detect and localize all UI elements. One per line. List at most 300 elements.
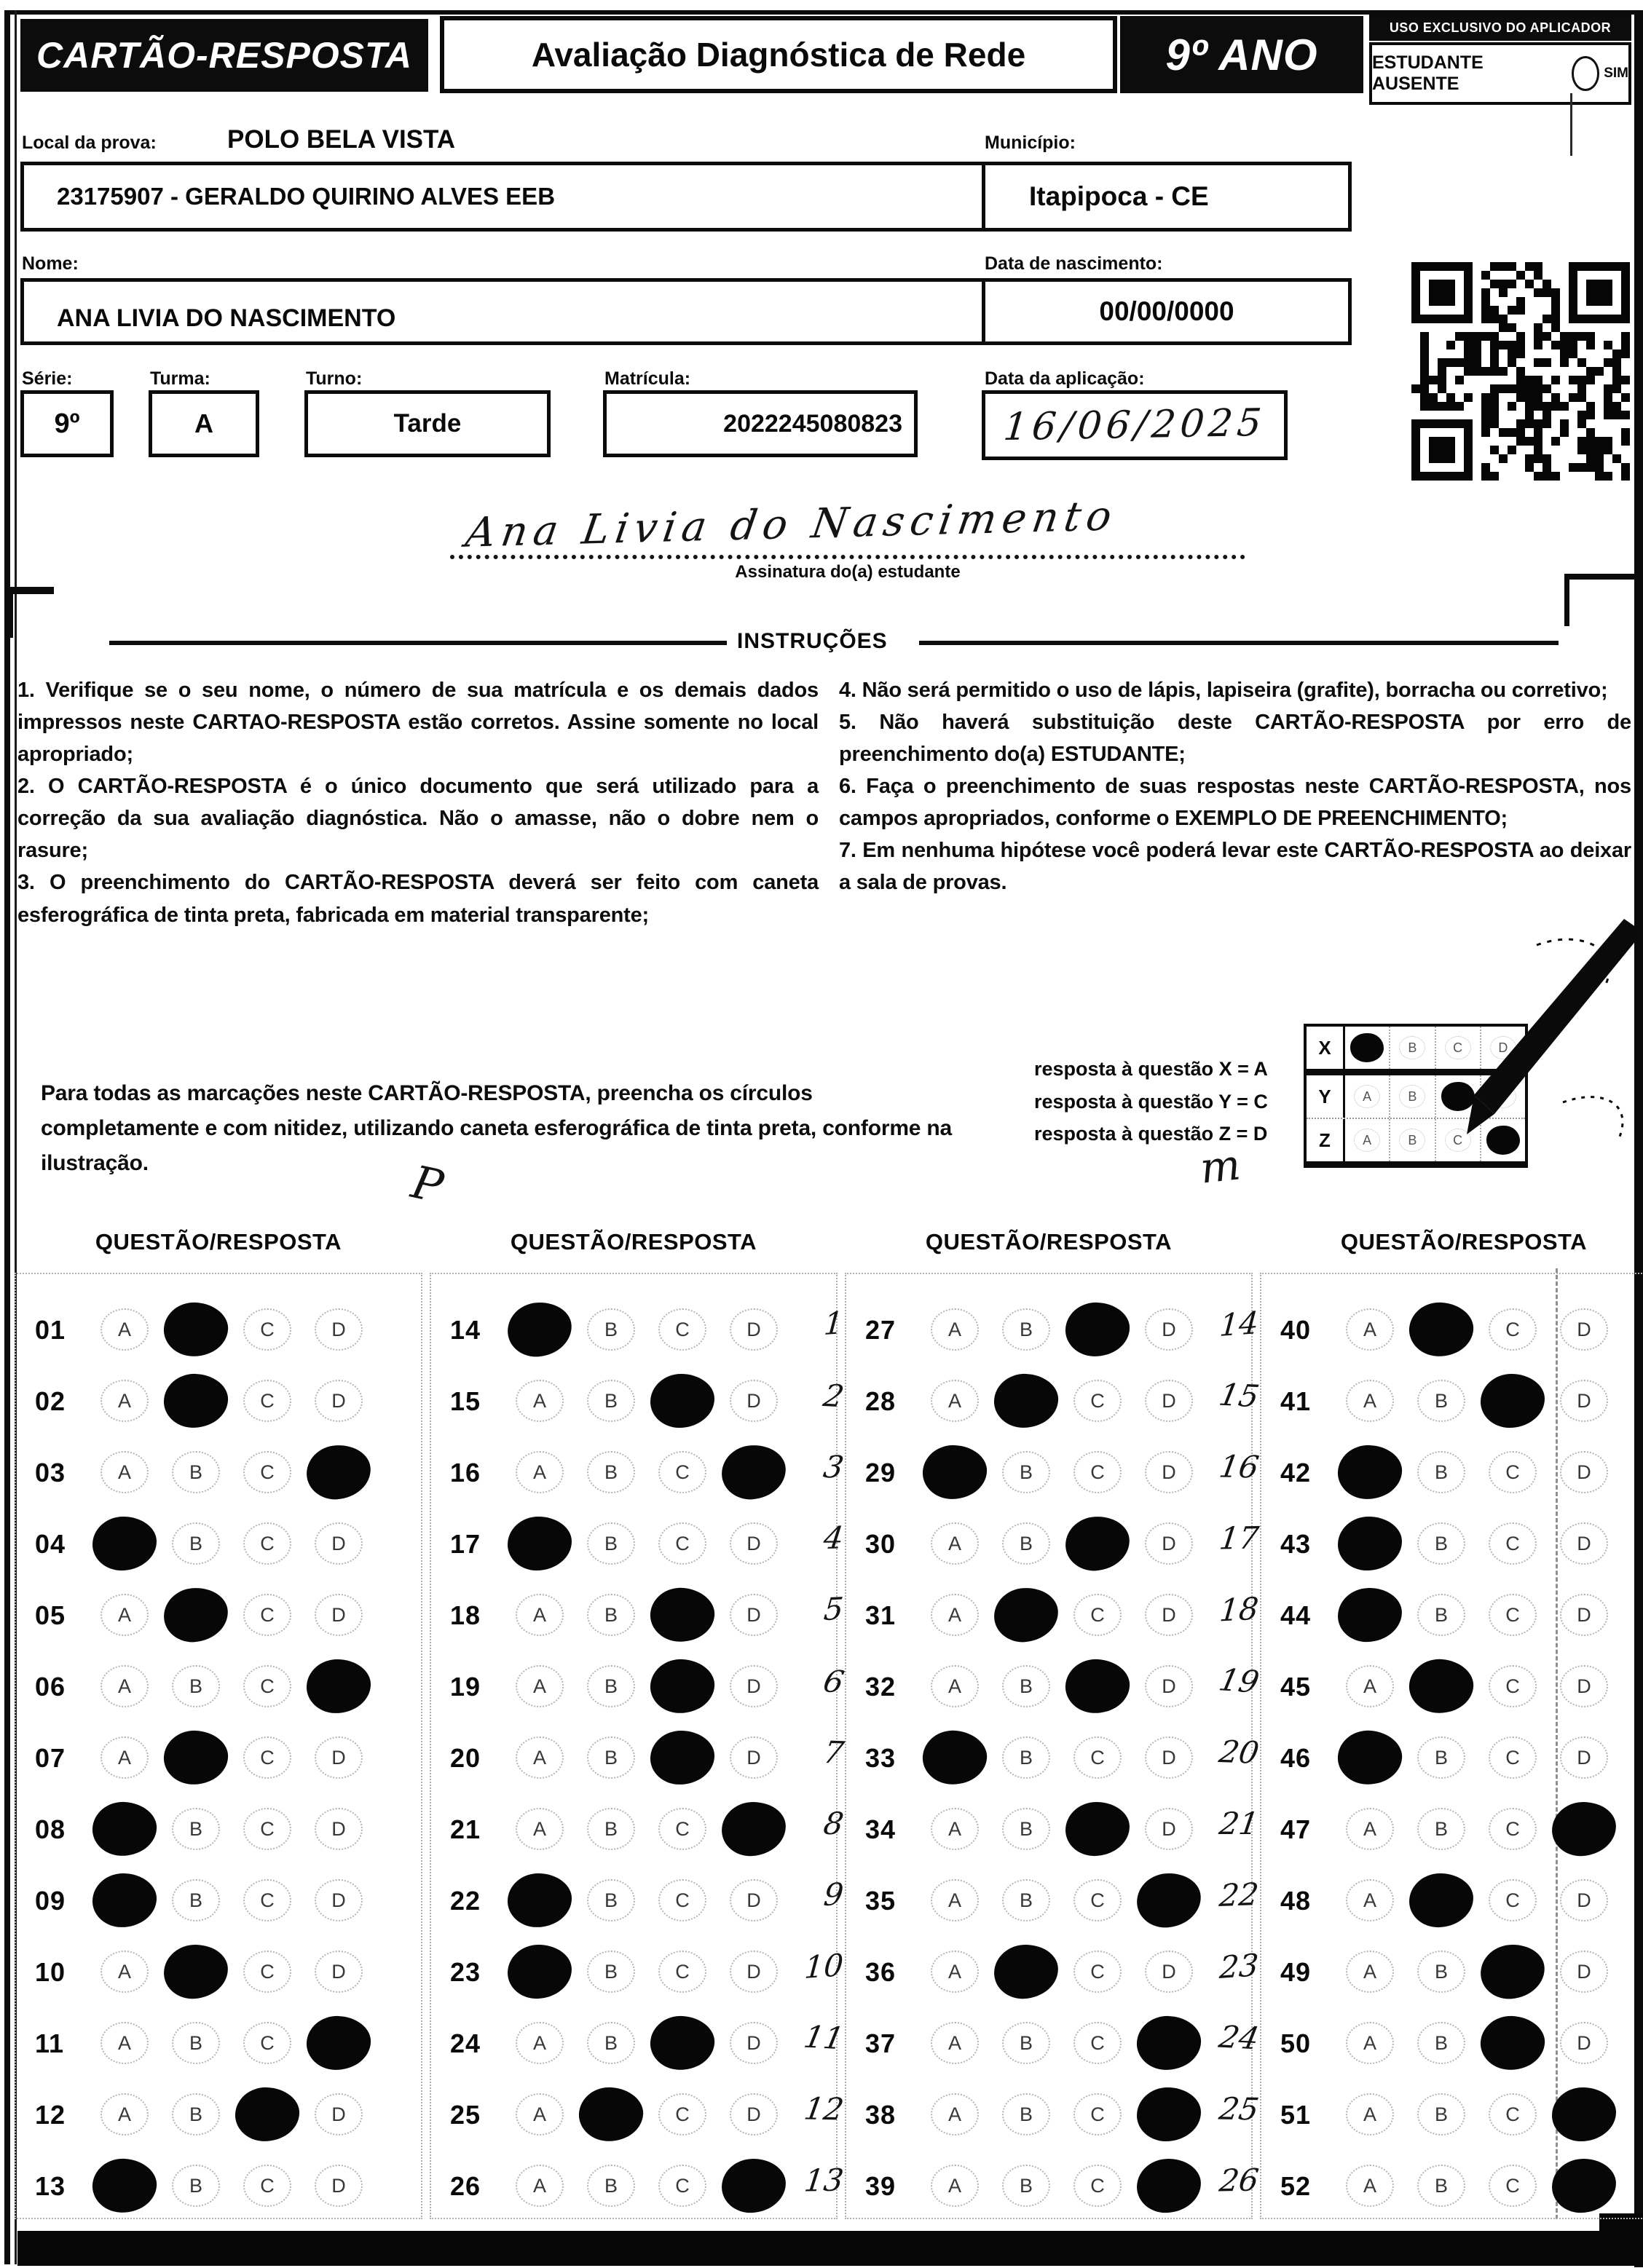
qr-code xyxy=(1407,258,1634,485)
answer-cell-D xyxy=(306,1793,371,1865)
answer-bubble: B xyxy=(1417,2093,1465,2135)
answer-bubble-filled xyxy=(505,1300,574,1359)
answer-row xyxy=(822,1864,1251,1937)
answer-cell-D xyxy=(721,2007,787,2079)
answer-bubble: C xyxy=(1489,1879,1537,1921)
answer-bubble: B xyxy=(172,1451,220,1493)
answer-cell-D xyxy=(1136,1721,1202,1794)
answer-cell-C xyxy=(1480,1507,1545,1580)
applicator-box xyxy=(1369,15,1631,106)
answer-cell-B xyxy=(578,1721,644,1794)
answer-cell-A xyxy=(507,1436,572,1509)
answer-cell-C xyxy=(235,1864,300,1937)
example-bubble: A xyxy=(1354,1129,1380,1152)
answer-bubble: B xyxy=(1002,1808,1050,1850)
answer-cell-A xyxy=(1337,1364,1403,1437)
question-number: 11 xyxy=(35,2028,65,2058)
answer-row xyxy=(16,1721,421,1794)
instruction-item: 5. Não haverá substituição deste CARTÃO-RESPOSTA por erro de preenchimento do(a) ESTUDANTE; xyxy=(839,711,1631,767)
answer-cell-A xyxy=(1337,1864,1403,1937)
answer-bubble: B xyxy=(587,1879,635,1921)
answer-bubble: C xyxy=(1073,2022,1122,2064)
handwritten-question-number: 15 xyxy=(1215,1376,1262,1415)
answer-bubble: D xyxy=(315,1594,363,1636)
handwritten-question-number: 26 xyxy=(1217,2162,1261,2199)
answer-row xyxy=(1215,1650,1643,1723)
handwritten-question-number: 5 xyxy=(822,1590,846,1628)
answer-bubble: A xyxy=(516,1451,564,1493)
answer-bubble-filled xyxy=(1136,2157,1202,2213)
answer-bubble: C xyxy=(1073,1594,1122,1636)
question-number: 04 xyxy=(35,1529,66,1559)
question-number: 50 xyxy=(1280,2028,1312,2058)
instructions-right-column xyxy=(839,674,1631,899)
answer-bubble: A xyxy=(516,2165,564,2207)
answer-bubble-filled xyxy=(1478,1942,1547,2001)
answer-bubble: D xyxy=(315,1522,363,1565)
answer-cell-C xyxy=(1480,1864,1545,1937)
answer-cell-A xyxy=(92,2149,157,2222)
answer-cell-B xyxy=(1408,1793,1474,1865)
answer-row xyxy=(801,2078,1251,2151)
answer-row xyxy=(1217,1793,1643,1865)
answer-bubble: C xyxy=(1489,1808,1537,1850)
answer-row xyxy=(16,1793,421,1865)
answer-cell-B xyxy=(578,1650,644,1723)
exam-title-panel xyxy=(440,16,1117,93)
question-number: 20 xyxy=(450,1743,481,1773)
question-number: 28 xyxy=(865,1386,897,1416)
answer-cell-D xyxy=(1136,1935,1202,2008)
answer-cell-A xyxy=(507,1793,572,1865)
question-number: 33 xyxy=(865,1743,897,1773)
answer-cell-B xyxy=(1408,1864,1474,1937)
answer-bubble: A xyxy=(1346,1665,1394,1707)
example-bubble: B xyxy=(1399,1129,1425,1152)
question-number: 01 xyxy=(35,1315,66,1345)
answer-bubble: B xyxy=(172,1808,220,1850)
answer-bubble-filled xyxy=(162,1586,230,1644)
answer-bubble: D xyxy=(730,2022,778,2064)
answer-cell-C xyxy=(650,1436,715,1509)
instruction-item: 4. Não será permitido o uso de lápis, lapiseira (grafite), borracha ou corretivo; xyxy=(839,679,1608,702)
answer-bubble: B xyxy=(1417,1522,1465,1565)
answer-row xyxy=(16,2149,421,2222)
answer-cell-C xyxy=(1480,1935,1545,2008)
answer-row xyxy=(16,1650,421,1723)
answer-cell-D xyxy=(306,1364,371,1437)
answer-bubble: A xyxy=(1346,2093,1394,2135)
answer-bubble-filled xyxy=(235,2086,301,2142)
answer-cell-C xyxy=(235,1935,300,2008)
answer-cell-B xyxy=(1408,2078,1474,2151)
marking-note: Para todas as marcações neste CARTÃO-RESPOSTA, preencha os círculos completamente e com nitidez, utilizando caneta esferográfica de tinta preta, conforme na ilustração. xyxy=(41,1081,953,1175)
example-question-label: Y xyxy=(1307,1075,1345,1118)
answer-cell-D xyxy=(721,1507,787,1580)
answer-bubble: A xyxy=(931,1808,979,1850)
answer-cell-A xyxy=(922,1436,988,1509)
answer-cell-A xyxy=(92,1721,157,1794)
answer-row xyxy=(431,2007,836,2079)
answer-row xyxy=(821,1436,1251,1509)
answer-row xyxy=(821,1721,1251,1794)
answers-column xyxy=(430,1273,838,2219)
answer-cell-B xyxy=(163,1864,229,1937)
answer-bubble-filled xyxy=(508,1517,572,1570)
answer-cell-C xyxy=(235,1436,300,1509)
example-bubble: B xyxy=(1399,1085,1425,1108)
answer-bubble-filled xyxy=(922,1444,988,1500)
answer-cell-C xyxy=(650,1935,715,2008)
question-number: 24 xyxy=(450,2028,481,2058)
question-number: 44 xyxy=(1280,1600,1312,1630)
answer-bubble: D xyxy=(730,1522,778,1565)
answer-cell-D xyxy=(1551,1721,1617,1794)
answer-cell-C xyxy=(235,1721,300,1794)
handwritten-question-number: 7 xyxy=(821,1734,847,1771)
answer-row xyxy=(16,1293,421,1366)
answer-bubble: B xyxy=(587,1522,635,1565)
answer-row xyxy=(431,1293,836,1366)
answer-bubble: A xyxy=(516,1665,564,1707)
answer-bubble: A xyxy=(101,2093,149,2135)
answer-bubble: D xyxy=(730,1665,778,1707)
answer-cell-A xyxy=(922,1364,988,1437)
school-box xyxy=(20,162,1043,232)
answer-row xyxy=(820,1650,1251,1723)
instruction-item: 7. Em nenhuma hipótese você poderá levar este CARTÃO-RESPOSTA ao deixar a sala de provas. xyxy=(839,839,1631,895)
answer-cell-A xyxy=(922,1864,988,1937)
answer-bubble: B xyxy=(587,1380,635,1422)
serie-label: Série: xyxy=(22,368,73,389)
answer-cell-C xyxy=(1480,1650,1545,1723)
answer-cell-C xyxy=(1065,1436,1130,1509)
answer-cell-A xyxy=(507,1864,572,1937)
answer-bubble: A xyxy=(101,1665,149,1707)
answer-bubble: C xyxy=(658,1879,706,1921)
answer-cell-A xyxy=(1337,1793,1403,1865)
answer-cell-A xyxy=(92,1864,157,1937)
answer-bubble: C xyxy=(1073,1951,1122,1993)
answer-cell-A xyxy=(1337,1436,1403,1509)
answer-bubble: C xyxy=(658,2165,706,2207)
question-number: 32 xyxy=(865,1672,897,1702)
card-title-panel xyxy=(20,19,428,92)
answer-bubble: C xyxy=(243,1879,291,1921)
answer-cell-A xyxy=(507,2007,572,2079)
turma-value: A xyxy=(194,408,213,438)
answer-bubble-filled xyxy=(1552,2087,1616,2141)
answer-bubble: B xyxy=(587,1308,635,1351)
answer-cell-B xyxy=(993,1864,1059,1937)
answer-bubble-filled xyxy=(1481,1374,1545,1428)
answer-cell-D xyxy=(1551,1793,1617,1865)
example-bubble: C xyxy=(1445,1036,1471,1059)
answer-bubble: D xyxy=(1145,1451,1193,1493)
answer-bubble: C xyxy=(243,1951,291,1993)
answer-cell-C xyxy=(650,1793,715,1865)
matricula-value: 2022245080823 xyxy=(723,409,902,438)
handwritten-question-number: 3 xyxy=(821,1449,846,1485)
question-number: 15 xyxy=(450,1386,481,1416)
answer-bubble: D xyxy=(315,2093,363,2135)
question-number: 23 xyxy=(450,1957,481,1987)
answer-bubble: A xyxy=(101,1380,149,1422)
answer-bubble: A xyxy=(516,1808,564,1850)
answer-cell-D xyxy=(306,1650,371,1723)
answer-cell-A xyxy=(92,1578,157,1651)
question-number: 48 xyxy=(1280,1886,1312,1916)
handwritten-question-number: 14 xyxy=(1218,1304,1260,1344)
answer-cell-C xyxy=(1480,1721,1545,1794)
answer-bubble-filled xyxy=(649,1658,716,1715)
answer-row xyxy=(1217,1507,1643,1580)
handwritten-question-number: 10 xyxy=(803,1946,845,1986)
answer-bubble: B xyxy=(172,1665,220,1707)
answer-row xyxy=(800,2007,1251,2079)
answer-cell-C xyxy=(650,1578,715,1651)
answer-cell-B xyxy=(993,1793,1059,1865)
answer-cell-C xyxy=(1065,1578,1130,1651)
handwritten-question-number: 2 xyxy=(820,1378,847,1415)
answer-row xyxy=(1215,2007,1643,2079)
handwritten-question-number: 19 xyxy=(1215,1662,1263,1700)
handwritten-question-number: 4 xyxy=(822,1520,846,1557)
answer-bubble: A xyxy=(931,1594,979,1636)
handwritten-question-number: 20 xyxy=(1216,1734,1262,1771)
answer-cell-D xyxy=(306,2007,371,2079)
handwritten-question-number: 24 xyxy=(1215,2018,1262,2057)
applicator-box-title: USO EXCLUSIVO DO APLICADOR xyxy=(1389,20,1612,35)
answer-cell-B xyxy=(993,1578,1059,1651)
signature-caption: Assinatura do(a) estudante xyxy=(735,562,961,582)
answer-row xyxy=(431,1507,836,1580)
answer-cell-B xyxy=(578,2007,644,2079)
card-title: CARTÃO-RESPOSTA xyxy=(36,35,412,76)
instructions-left-column xyxy=(17,674,819,931)
turma-label: Turma: xyxy=(150,368,210,389)
answer-bubble: D xyxy=(1560,1594,1608,1636)
answer-cell-B xyxy=(163,1578,229,1651)
answer-cell-A xyxy=(92,1650,157,1723)
answer-bubble: D xyxy=(1560,2022,1608,2064)
grade-label: 9º ANO xyxy=(1165,30,1318,79)
answer-cell-A xyxy=(507,1507,572,1580)
answer-bubble-filled xyxy=(1337,1587,1403,1643)
question-number: 25 xyxy=(450,2100,481,2130)
answer-cell-B xyxy=(578,1507,644,1580)
answer-row xyxy=(16,1578,421,1651)
example-question-label: Z xyxy=(1307,1119,1345,1161)
absent-box xyxy=(1369,42,1631,105)
answer-row xyxy=(1218,1293,1643,1366)
answer-row xyxy=(16,1507,421,1580)
answer-cell-D xyxy=(1551,1507,1617,1580)
answer-bubble: C xyxy=(658,1308,706,1351)
example-bubble-filled xyxy=(1350,1033,1384,1062)
answer-cell-B xyxy=(578,1793,644,1865)
answer-bubble: B xyxy=(1417,1594,1465,1636)
answer-cell-B xyxy=(163,1793,229,1865)
answer-bubble: C xyxy=(243,1594,291,1636)
answer-cell-A xyxy=(507,2149,572,2222)
answer-bubble: A xyxy=(516,2093,564,2135)
answer-bubble: A xyxy=(931,2093,979,2135)
corner-mark-left-v xyxy=(6,587,13,638)
exam-title: Avaliação Diagnóstica de Rede xyxy=(531,36,1026,74)
answer-bubble: C xyxy=(243,1380,291,1422)
answer-bubble: D xyxy=(1560,1665,1608,1707)
question-number: 49 xyxy=(1280,1957,1312,1987)
grade-panel xyxy=(1120,16,1363,93)
answer-bubble: C xyxy=(658,1951,706,1993)
handwritten-question-number: 18 xyxy=(1218,1590,1261,1629)
answer-cell-A xyxy=(92,1793,157,1865)
answer-bubble: B xyxy=(1002,1665,1050,1707)
answer-row xyxy=(803,1935,1251,2008)
answer-bubble-filled xyxy=(993,1586,1060,1644)
answer-cell-A xyxy=(922,1578,988,1651)
answers-column xyxy=(1215,1273,1643,2219)
answers-column-header: QUESTÃO/RESPOSTA xyxy=(925,1229,1173,1254)
answer-cell-C xyxy=(1480,2149,1545,2222)
answer-bubble-filled xyxy=(162,1300,230,1359)
answer-cell-D xyxy=(721,1436,787,1509)
answer-bubble-filled xyxy=(306,1659,371,1714)
answer-cell-C xyxy=(235,2007,300,2079)
answer-cell-D xyxy=(306,1436,371,1509)
answer-bubble-filled xyxy=(1408,1873,1473,1928)
answer-bubble: B xyxy=(587,1736,635,1779)
answer-cell-B xyxy=(163,2149,229,2222)
answer-bubble-filled xyxy=(921,1728,989,1787)
answer-bubble: A xyxy=(101,1951,149,1993)
answer-cell-D xyxy=(306,2078,371,2151)
answer-cell-B xyxy=(1408,2007,1474,2079)
answer-bubble: B xyxy=(1002,2093,1050,2135)
answer-bubble-filled xyxy=(306,2015,372,2071)
stray-mark-right: m xyxy=(1197,1139,1243,1193)
nome-value: ANA LIVIA DO NASCIMENTO xyxy=(57,304,396,332)
answer-bubble: C xyxy=(1073,2093,1122,2135)
answer-cell-D xyxy=(1136,1364,1202,1437)
answer-cell-B xyxy=(578,1864,644,1937)
answer-bubble-filled xyxy=(1408,1300,1475,1359)
answer-cell-D xyxy=(1551,1864,1617,1937)
handwritten-question-number: 22 xyxy=(1218,1876,1261,1914)
question-number: 05 xyxy=(35,1600,66,1630)
answer-row xyxy=(822,1507,1251,1580)
answer-cell-B xyxy=(163,1436,229,1509)
question-number: 43 xyxy=(1280,1529,1312,1559)
answer-cell-C xyxy=(650,1507,715,1580)
answer-cell-D xyxy=(306,1578,371,1651)
answer-cell-D xyxy=(1551,1436,1617,1509)
answer-cell-B xyxy=(993,1364,1059,1437)
answer-cell-D xyxy=(1136,1507,1202,1580)
question-number: 17 xyxy=(450,1529,481,1559)
answer-cell-A xyxy=(92,1364,157,1437)
answer-bubble: D xyxy=(1145,1594,1193,1636)
answer-bubble: C xyxy=(1489,1736,1537,1779)
answer-cell-B xyxy=(163,1293,229,1366)
answer-cell-D xyxy=(1551,1364,1617,1437)
answer-cell-A xyxy=(507,1578,572,1651)
answer-bubble: D xyxy=(730,1308,778,1351)
answer-cell-C xyxy=(1480,1793,1545,1865)
answer-bubble: B xyxy=(1417,1808,1465,1850)
turno-box xyxy=(304,390,551,457)
answer-cell-B xyxy=(163,1507,229,1580)
municipio-box xyxy=(982,162,1352,232)
answer-row xyxy=(431,2149,836,2222)
handwritten-question-number: 23 xyxy=(1218,1946,1260,1986)
answer-cell-A xyxy=(1337,2078,1403,2151)
answer-bubble-filled xyxy=(1137,2087,1201,2141)
answer-cell-C xyxy=(650,2007,715,2079)
answer-cell-C xyxy=(1065,1935,1130,2008)
answer-bubble: D xyxy=(315,1879,363,1921)
answer-bubble: D xyxy=(1560,1380,1608,1422)
answer-bubble: B xyxy=(1417,2165,1465,2207)
question-number: 27 xyxy=(865,1315,897,1345)
handwritten-question-number: 16 xyxy=(1216,1448,1261,1485)
instructions-rule-left xyxy=(109,641,727,645)
answer-cell-B xyxy=(163,2078,229,2151)
turma-box xyxy=(149,390,259,457)
answer-cell-C xyxy=(1065,1864,1130,1937)
answer-bubble: C xyxy=(243,2165,291,2207)
answer-cell-B xyxy=(993,1935,1059,2008)
answer-cell-C xyxy=(1065,1650,1130,1723)
question-number: 47 xyxy=(1280,1814,1312,1844)
instruction-item: 6. Faça o preenchimento de suas respostas neste CARTÃO-RESPOSTA, nos campos apropriados, conforme o EXEMPLO DE PREENCHIMENTO; xyxy=(839,775,1631,831)
answer-cell-D xyxy=(721,1935,787,2008)
answer-bubble: D xyxy=(730,1951,778,1993)
handwritten-question-number: 25 xyxy=(1216,2090,1261,2127)
question-number: 10 xyxy=(35,1957,66,1987)
answer-bubble: B xyxy=(1002,1308,1050,1351)
answer-cell-C xyxy=(235,1650,300,1723)
answer-bubble: B xyxy=(587,1951,635,1993)
answer-bubble-filled xyxy=(578,2085,645,2143)
answer-bubble: D xyxy=(1560,1879,1608,1921)
answer-cell-B xyxy=(993,2078,1059,2151)
answer-cell-B xyxy=(1408,1935,1474,2008)
answer-bubble-filled xyxy=(720,1801,787,1858)
answer-cell-D xyxy=(1551,1578,1617,1651)
answer-bubble: C xyxy=(1489,1451,1537,1493)
answer-cell-A xyxy=(922,1507,988,1580)
answer-bubble: C xyxy=(1489,1522,1537,1565)
answer-cell-D xyxy=(1551,2007,1617,2079)
answer-cell-B xyxy=(578,1578,644,1651)
answer-bubble: A xyxy=(1346,1308,1394,1351)
question-number: 06 xyxy=(35,1672,66,1702)
answer-bubble: A xyxy=(1346,1380,1394,1422)
example-label: resposta à questão Y = C xyxy=(1034,1090,1268,1113)
answer-bubble: D xyxy=(315,1736,363,1779)
answer-row xyxy=(431,1364,836,1437)
answer-cell-C xyxy=(1480,2007,1545,2079)
question-number: 07 xyxy=(35,1743,66,1773)
nascimento-value: 00/00/0000 xyxy=(1099,296,1234,326)
answer-bubble: C xyxy=(658,1522,706,1565)
answer-bubble: A xyxy=(101,1308,149,1351)
question-number: 46 xyxy=(1280,1743,1312,1773)
answer-cell-B xyxy=(163,1935,229,2008)
answer-bubble-filled xyxy=(1551,2157,1618,2213)
